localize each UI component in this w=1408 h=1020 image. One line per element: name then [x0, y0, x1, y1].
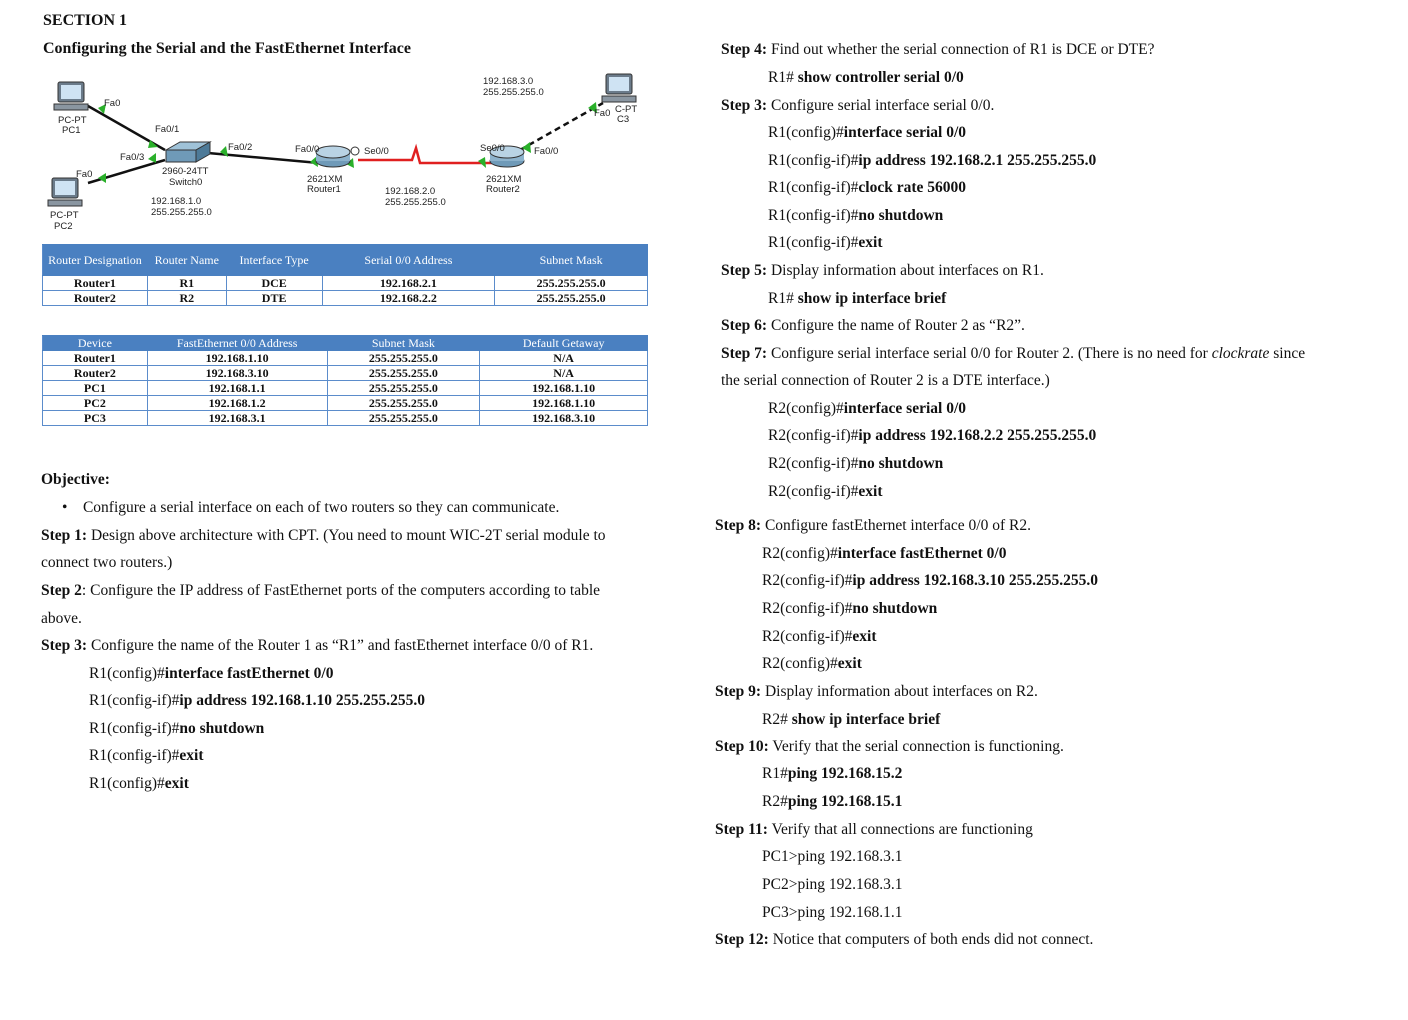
command-line: R1(config-if)#ip address 192.168.2.1 255.255.255.0	[768, 152, 1097, 169]
table-cell: 192.168.1.10	[480, 381, 648, 396]
step-5: Step 5: Display information about interfaces on R1.	[721, 262, 1044, 279]
step-1: Step 1: Design above architecture with CPT. (You need to mount WIC-2T serial module to	[41, 527, 606, 544]
pc2-port-label: Fa0	[76, 169, 93, 180]
column-header: Default Getaway	[480, 336, 648, 351]
column-header: Serial 0/0 Address	[322, 245, 495, 276]
switch-port-label: Fa0/1	[155, 124, 180, 135]
switch-port-label: Fa0/3	[120, 152, 145, 163]
pc1-icon	[54, 82, 88, 110]
command-line: R2(config-if)#no shutdown	[762, 600, 938, 617]
step-12: Step 12: Notice that computers of both ends did not connect.	[715, 931, 1094, 948]
router1-port-label: Fa0/0	[295, 144, 320, 155]
table-cell: 255.255.255.0	[327, 396, 480, 411]
table-cell: N/A	[480, 351, 648, 366]
lan3-mask: 255.255.255.0	[483, 87, 544, 98]
command-line: R1#ping 192.168.15.2	[762, 765, 903, 782]
pc1-port-label: Fa0	[104, 98, 121, 109]
command-line: R1(config)#interface fastEthernet 0/0	[89, 665, 334, 682]
command-line: R1(config)#exit	[89, 775, 189, 792]
column-header: Interface Type	[226, 245, 322, 276]
table-row	[43, 366, 648, 381]
pc3-port-label: Fa0	[594, 108, 611, 119]
router2-name-label: Router2	[486, 184, 520, 195]
step-10: Step 10: Verify that the serial connection is functioning.	[715, 738, 1064, 755]
table-cell: Router1	[43, 276, 148, 291]
section-title: SECTION 1	[43, 12, 128, 29]
pc1-type-label: PC-PT	[58, 115, 87, 126]
command-line: PC3>ping 192.168.1.1	[762, 904, 903, 921]
step-2: Step 2: Configure the IP address of FastEthernet ports of the computers according to table	[41, 582, 601, 599]
step-7-cont: the serial connection of Router 2 is a DTE interface.)	[721, 372, 1050, 389]
column-header: FastEthernet 0/0 Address	[147, 336, 327, 351]
table-cell: PC1	[43, 381, 148, 396]
table-row	[43, 396, 648, 411]
step-3: Step 3: Configure the name of the Router 1 as “R1” and fastEthernet interface 0/0 of R1.	[41, 637, 594, 654]
link-router2-pc3	[520, 103, 603, 150]
pc3-name-label: C3	[617, 114, 630, 125]
objective-heading: Objective:	[41, 471, 110, 488]
pc3-type-label: C-PT	[615, 104, 638, 115]
column-header: Device	[43, 336, 148, 351]
step-3-serial: Step 3: Configure serial interface serial 0/0.	[721, 97, 995, 114]
table-cell: 192.168.2.2	[322, 291, 495, 306]
column-header: Router Designation	[43, 245, 148, 276]
section-subtitle: Configuring the Serial and the FastEthernet Interface	[43, 40, 411, 57]
command-line: R2(config-if)#exit	[768, 483, 883, 500]
table-cell: Router2	[43, 291, 148, 306]
command-line: R1(config-if)#exit	[89, 747, 204, 764]
command-line: R2(config-if)#ip address 192.168.2.2 255.255.255.0	[768, 427, 1097, 444]
table-cell: 255.255.255.0	[495, 276, 648, 291]
step-6: Step 6: Configure the name of Router 2 as “R2”.	[721, 317, 1025, 334]
command-line: R1(config-if)#exit	[768, 234, 883, 251]
serial-net-address: 192.168.2.0	[385, 186, 436, 197]
link-pc2-switch	[88, 160, 165, 183]
table-cell: PC2	[43, 396, 148, 411]
table-cell: 192.168.3.1	[147, 411, 327, 426]
link-up-indicator	[98, 173, 106, 183]
table-cell: 255.255.255.0	[327, 366, 480, 381]
router1-icon	[316, 146, 350, 167]
router1-name-label: Router1	[307, 184, 341, 195]
network-topology	[40, 68, 660, 238]
column-header: Router Name	[147, 245, 226, 276]
command-line: PC2>ping 192.168.3.1	[762, 876, 903, 893]
lan1-mask: 255.255.255.0	[151, 207, 212, 218]
table-row	[43, 351, 648, 366]
table-cell: R2	[147, 291, 226, 306]
switch-icon	[166, 142, 210, 162]
lan3-address: 192.168.3.0	[483, 76, 534, 87]
table-cell: DTE	[226, 291, 322, 306]
table-row	[43, 291, 648, 306]
table-row	[43, 381, 648, 396]
fastethernet-address-table	[42, 335, 648, 426]
serial-net-mask: 255.255.255.0	[385, 197, 446, 208]
router2-model-label: 2621XM	[486, 174, 522, 185]
pc2-icon	[48, 178, 82, 206]
table-cell: 192.168.1.1	[147, 381, 327, 396]
table-row	[43, 276, 648, 291]
table-cell: Router1	[43, 351, 148, 366]
switch-port-label: Fa0/2	[228, 142, 253, 153]
step-7: Step 7: Configure serial interface serial 0/0 for Router 2. (There is no need for clockrate since	[721, 345, 1306, 362]
command-line: R2(config-if)#ip address 192.168.3.10 255.255.255.0	[762, 572, 1098, 589]
command-line: R1# show ip interface brief	[768, 290, 947, 307]
command-line: R2(config-if)#no shutdown	[768, 455, 944, 472]
command-line: R2(config)#interface fastEthernet 0/0	[762, 545, 1007, 562]
command-line: R1(config)#interface serial 0/0	[768, 124, 966, 141]
table-cell: 192.168.1.10	[147, 351, 327, 366]
command-line: R2(config-if)#exit	[762, 628, 877, 645]
switch-model-label: 2960-24TT	[162, 166, 209, 177]
command-line: R1(config-if)#no shutdown	[89, 720, 265, 737]
table-cell: 255.255.255.0	[327, 411, 480, 426]
table-cell: 192.168.3.10	[147, 366, 327, 381]
command-line: R2#ping 192.168.15.1	[762, 793, 903, 810]
column-header: Subnet Mask	[495, 245, 648, 276]
table-cell: DCE	[226, 276, 322, 291]
step-1-cont: connect two routers.)	[41, 554, 173, 571]
table-cell: PC3	[43, 411, 148, 426]
step-2-cont: above.	[41, 610, 82, 627]
switch-name-label: Switch0	[169, 177, 203, 188]
command-line: R2(config)#exit	[762, 655, 862, 672]
table-cell: 192.168.1.2	[147, 396, 327, 411]
table-cell: R1	[147, 276, 226, 291]
column-header: Subnet Mask	[327, 336, 480, 351]
command-line: R1# show controller serial 0/0	[768, 69, 964, 86]
step-8: Step 8: Configure fastEthernet interface 0/0 of R2.	[715, 517, 1031, 534]
step-4: Step 4: Find out whether the serial connection of R1 is DCE or DTE?	[721, 41, 1155, 58]
router-serial-table	[42, 244, 648, 306]
table-cell: 255.255.255.0	[327, 381, 480, 396]
step-9: Step 9: Display information about interfaces on R2.	[715, 683, 1038, 700]
pc3-icon	[602, 74, 636, 102]
table-cell: N/A	[480, 366, 648, 381]
router2-port-label: Fa0/0	[534, 146, 559, 157]
table-cell: 255.255.255.0	[327, 351, 480, 366]
router1-port-label: Se0/0	[364, 146, 389, 157]
table-cell: 192.168.3.10	[480, 411, 648, 426]
router2-port-label: Se0/0	[480, 143, 505, 154]
command-line: R1(config-if)#no shutdown	[768, 207, 944, 224]
pc1-name-label: PC1	[62, 125, 81, 136]
command-line: R1(config-if)#clock rate 56000	[768, 179, 966, 196]
clock-icon	[351, 147, 359, 155]
table-cell: 255.255.255.0	[495, 291, 648, 306]
lan1-address: 192.168.1.0	[151, 196, 202, 207]
table-row	[43, 411, 648, 426]
objective-bullet: • Configure a serial interface on each of two routers so they can communicate.	[62, 499, 560, 516]
table-cell: Router2	[43, 366, 148, 381]
link-up-indicator	[148, 153, 156, 163]
step-11: Step 11: Verify that all connections are functioning	[715, 821, 1033, 838]
command-line: R1(config-if)#ip address 192.168.1.10 255.255.255.0	[89, 692, 425, 709]
pc2-type-label: PC-PT	[50, 210, 79, 221]
router1-model-label: 2621XM	[307, 174, 343, 185]
command-line: PC1>ping 192.168.3.1	[762, 848, 903, 865]
command-line: R2(config)#interface serial 0/0	[768, 400, 966, 417]
pc2-name-label: PC2	[54, 221, 73, 232]
table-cell: 192.168.1.10	[480, 396, 648, 411]
table-cell: 192.168.2.1	[322, 276, 495, 291]
command-line: R2# show ip interface brief	[762, 711, 941, 728]
